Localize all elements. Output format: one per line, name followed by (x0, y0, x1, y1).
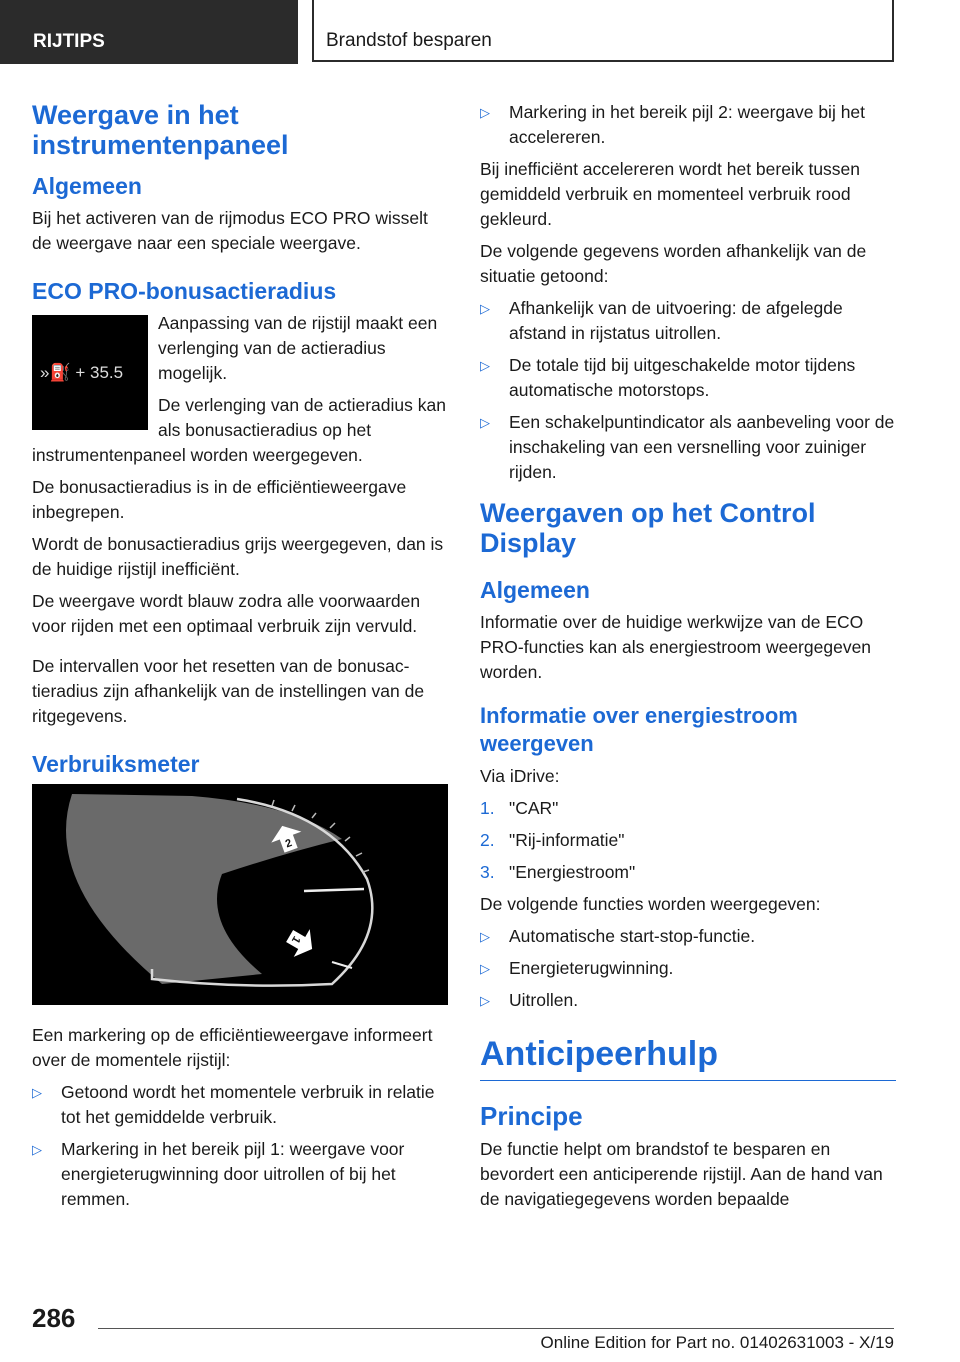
list-item: ▷ Energieterugwinning. (480, 956, 896, 981)
heading-control-display: Weergaven op het Control Display (480, 498, 816, 558)
functies-bullet-list (480, 924, 896, 1013)
paragraph-eco-5: De weergave wordt blauw zodra alle voorwaarden voor rijden met een optimaal verbruik zijn vervuld. (32, 591, 421, 636)
triangle-bullet-icon: ▷ (480, 301, 490, 316)
meter-arrow-2-label: 2 (283, 837, 294, 851)
header-section-label: RIJTIPS (33, 31, 105, 52)
meter-bullet-list-cont (480, 100, 896, 150)
triangle-bullet-icon: ▷ (480, 929, 490, 944)
verbruik-bullet-list (32, 1080, 448, 1212)
triangle-bullet-icon: ▷ (32, 1085, 42, 1100)
paragraph-eco-2: De verlenging van de actieradius kan als bonusactieradius op het instrumentenpaneel worden weergegeven. (32, 395, 446, 465)
list-item: ▷ Uitrollen. (480, 988, 896, 1013)
heading-principe: Principe (480, 1101, 583, 1131)
step-item: 2. "Rij-informatie" (480, 830, 625, 850)
triangle-bullet-icon: ▷ (480, 358, 490, 373)
step-item: 1. "CAR" (480, 798, 559, 818)
list-item: ▷ Getoond wordt het momentele verbruik in relatie tot het gemiddelde verbruik. (32, 1082, 435, 1127)
right-column (480, 100, 896, 1219)
paragraph-algemeen: Bij het activeren van de rijmodus ECO PRO wisselt de weergave naar een speciale weergave. (32, 208, 428, 253)
header-section-tab (0, 0, 298, 64)
heading-anticipeerhulp: Anticipeerhulp (480, 1034, 896, 1081)
paragraph-principe: De functie helpt om brandstof te besparen en bevordert een anticiperende rijstijl. Aan de hand van de navigatiegegevens worden bepaalde (480, 1139, 883, 1209)
situation-bullet-list (480, 296, 896, 485)
eco-display-readout: »⛽ + 35.5 (40, 363, 124, 382)
heading-instrument-display: Weergave in het instrumentenpaneel (32, 100, 289, 160)
paragraph-inefficient: Bij inefficiënt accelereren wordt het bereik tussen gemiddeld verbruik en momenteel verbruik rood gekleurd. (480, 159, 861, 229)
eco-block (32, 311, 448, 475)
list-item: ▷ Markering in het bereik pijl 2: weergave bij het accelereren. (480, 102, 866, 147)
header-chapter-box (312, 0, 894, 62)
heading-algemeen: Algemeen (32, 173, 142, 199)
triangle-bullet-icon: ▷ (480, 993, 490, 1008)
triangle-bullet-icon: ▷ (32, 1142, 42, 1157)
paragraph-verbruik: Een markering op de efficiëntieweergave informeert over de momentele rijstijl: (32, 1025, 433, 1070)
paragraph-eco-1: Aanpassing van de rijstijl maakt een verlenging van de actieradius mogelijk. (158, 313, 438, 383)
heading-eco-pro-bonus: ECO PRO-bonusactieradius (32, 278, 337, 304)
paragraph-eco-6: De intervallen voor het resetten van de bonusactieradius zijn afhankelijk van de instellingen van de ritgegevens. (32, 656, 425, 726)
paragraph-eco-3: De bonusactieradius is in de efficiëntieweergave inbegrepen. (32, 477, 407, 522)
consumption-meter-image (32, 784, 448, 1005)
triangle-bullet-icon: ▷ (480, 961, 490, 976)
meter-arrow-1-label: 1 (288, 933, 303, 946)
triangle-bullet-icon: ▷ (480, 415, 490, 430)
list-item: ▷ Afhankelijk van de uitvoering: de afgelegde afstand in rijstatus uitrollen. (480, 298, 843, 343)
list-item: ▷ Markering in het bereik pijl 1: weergave voor energieterugwinning door uitrollen of bij het remmen. (32, 1139, 405, 1209)
idrive-steps (480, 796, 896, 885)
footer-edition: Online Edition for Part no. 01402631003 - X/19 (540, 1333, 894, 1352)
step-item: 3. "Energiestroom" (480, 862, 636, 882)
page-number: 286 (32, 1303, 76, 1333)
paragraph-algemeen-right: Informatie over de huidige werkwijze van de ECO PRO-functies kan als energiestroom weergegeven worden. (480, 612, 872, 682)
footer-divider (98, 1328, 894, 1329)
paragraph-eco-4: Wordt de bonusactieradius grijs weergegeven, dan is de huidige rijstijl inefficiënt. (32, 534, 444, 579)
list-item: ▷ De totale tijd bij uitgeschakelde motor tijdens automatische motorstops. (480, 355, 856, 400)
heading-verbruiksmeter: Verbruiksmeter (32, 751, 200, 777)
paragraph-via-idrive: Via iDrive: (480, 766, 560, 786)
triangle-bullet-icon: ▷ (480, 105, 490, 120)
list-item: ▷ Automatische start-stop-functie. (480, 924, 896, 949)
heading-algemeen-right: Algemeen (480, 577, 590, 603)
eco-pro-display-image (32, 315, 148, 430)
heading-energy-flow: Informatie over energiestroom weergeven (480, 703, 798, 756)
header-chapter-label: Brandstof besparen (326, 30, 492, 51)
list-item: ▷ Een schakelpuntindicator als aanbeveling voor de inschakeling van een versnelling voor zuiniger rijden. (480, 412, 895, 482)
paragraph-situation: De volgende gegevens worden afhankelijk van de situatie getoond: (480, 241, 867, 286)
left-column (32, 100, 448, 1219)
paragraph-functies: De volgende functies worden weergegeven: (480, 894, 821, 914)
